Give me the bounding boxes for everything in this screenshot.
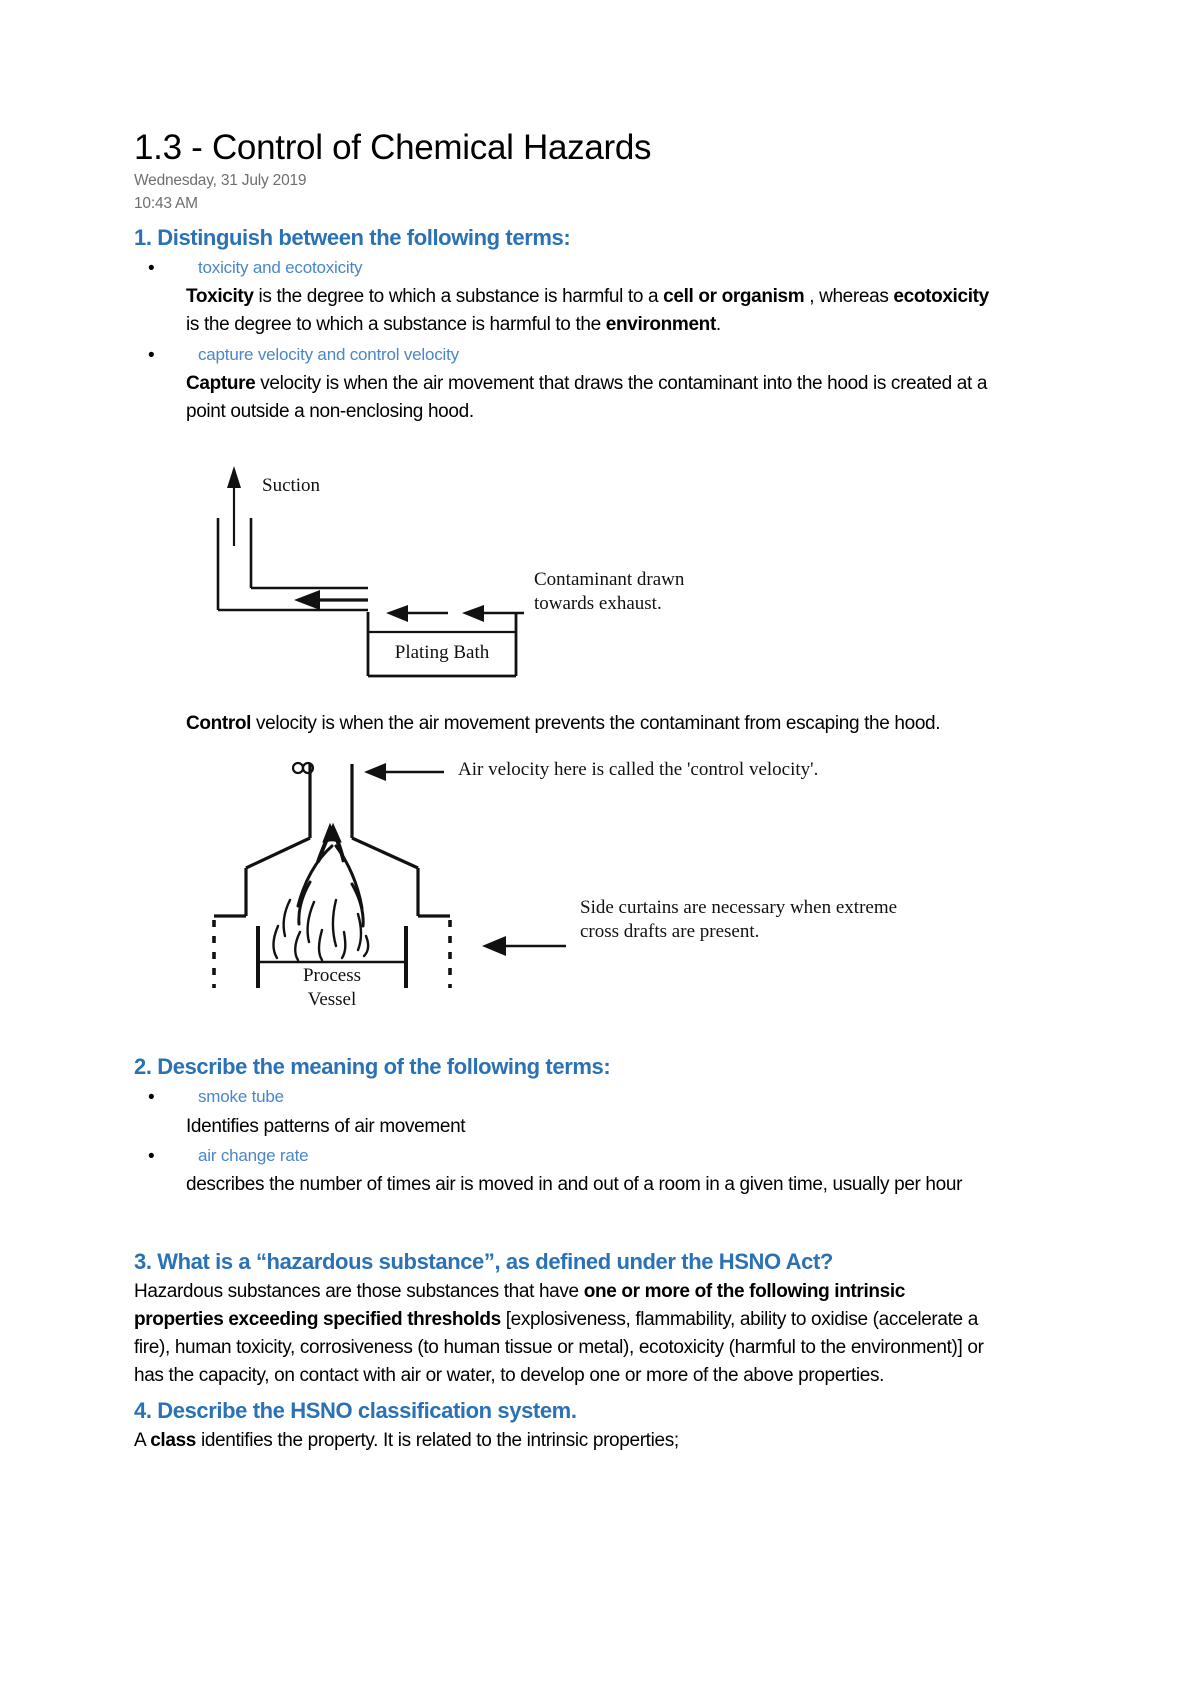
bullet-glyph-icon: • (148, 1145, 155, 1167)
answer-hazardous-substance: Hazardous substances are those substances that have one or more of the following intrinsic properties exceeding specified thresholds [explosiveness, flammability, ability to oxidise (accelerate a fire), human toxicity, corrosiveness (to human tissue or metal), ecotoxicity (harmful to the environment)] or has the capacity, on contact with air or water, to develop one or more of the above properties. (134, 1281, 984, 1387)
airflow-arrow-icon-1 (294, 590, 368, 610)
answer-smoke-tube: Identifies patterns of air movement (186, 1115, 466, 1137)
answer-air-change-rate: describes the number of times air is moved in and out of a room in a given time, usually per hour (186, 1174, 963, 1196)
bullet-term-label: capture velocity and control velocity (198, 344, 459, 364)
answer-toxicity: Toxicity is the degree to which a substance is harmful to a cell or organism , whereas ecotoxicity is the degree to which a substance is harmful to the environment. (186, 286, 989, 336)
page-title: 1.3 - Control of Chemical Hazards (134, 128, 652, 167)
side-curtain-pointer-arrow-icon (482, 936, 566, 956)
bullet-glyph-icon: • (148, 1087, 155, 1109)
intake-arrow-icon (318, 824, 344, 862)
process-vessel-label-line2: Vessel (307, 989, 357, 1011)
process-vessel-label-line1: Process (302, 965, 362, 987)
document-content (134, 128, 994, 1455)
process-vessel-control-velocity-diagram (186, 750, 926, 1011)
section-heading-2: 2. Describe the meaning of the following terms: (134, 1054, 611, 1080)
side-curtain-label-line1: Side curtains are necessary when extreme (580, 897, 898, 919)
contaminant-label-line2: towards exhaust. (534, 593, 662, 615)
bullet-glyph-icon: • (148, 344, 155, 366)
bullet-item-air-change-rate (134, 1143, 994, 1172)
contaminant-label-line1: Contaminant drawn (534, 569, 685, 591)
fume-plume-icon (298, 846, 363, 926)
document-date: Wednesday, 31 July 2019 (134, 172, 307, 190)
document-time: 10:43 AM (134, 194, 198, 212)
air-velocity-pointer-arrow-icon (364, 763, 444, 781)
suction-arrow-icon (227, 466, 241, 546)
section-heading-4: 4. Describe the HSNO classification system. (134, 1398, 577, 1424)
bullet-term-label: smoke tube (198, 1087, 284, 1107)
process-vessel-svg (186, 750, 926, 990)
bullet-term-label: air change rate (198, 1145, 309, 1165)
bullet-item-toxicity (134, 255, 994, 284)
suction-label: Suction (262, 475, 321, 497)
bullet-item-smoke-tube (134, 1084, 994, 1113)
side-curtain-label-line2: cross drafts are present. (580, 921, 760, 943)
bullet-term-label: toxicity and ecotoxicity (198, 257, 363, 277)
answer-control-velocity: Control velocity is when the air movement prevents the contaminant from escaping the hood. (186, 713, 941, 735)
section-heading-1: 1. Distinguish between the following terms: (134, 225, 571, 251)
bullet-glyph-icon: • (148, 257, 155, 279)
bullet-item-capture-velocity (134, 342, 994, 371)
answer-hsno-classification: A class identifies the property. It is related to the intrinsic properties; (134, 1430, 679, 1452)
plating-bath-capture-velocity-diagram (186, 450, 706, 680)
answer-capture-velocity: Capture velocity is when the air movement that draws the contaminant into the hood is created at a point outside a non-enclosing hood. (186, 373, 988, 423)
air-velocity-label: Air velocity here is called the 'control velocity'. (458, 759, 819, 781)
section-heading-3: 3. What is a “hazardous substance”, as defined under the HSNO Act? (134, 1249, 833, 1275)
plating-bath-label: Plating Bath (394, 642, 490, 664)
airflow-arrow-icon-2 (386, 605, 448, 622)
